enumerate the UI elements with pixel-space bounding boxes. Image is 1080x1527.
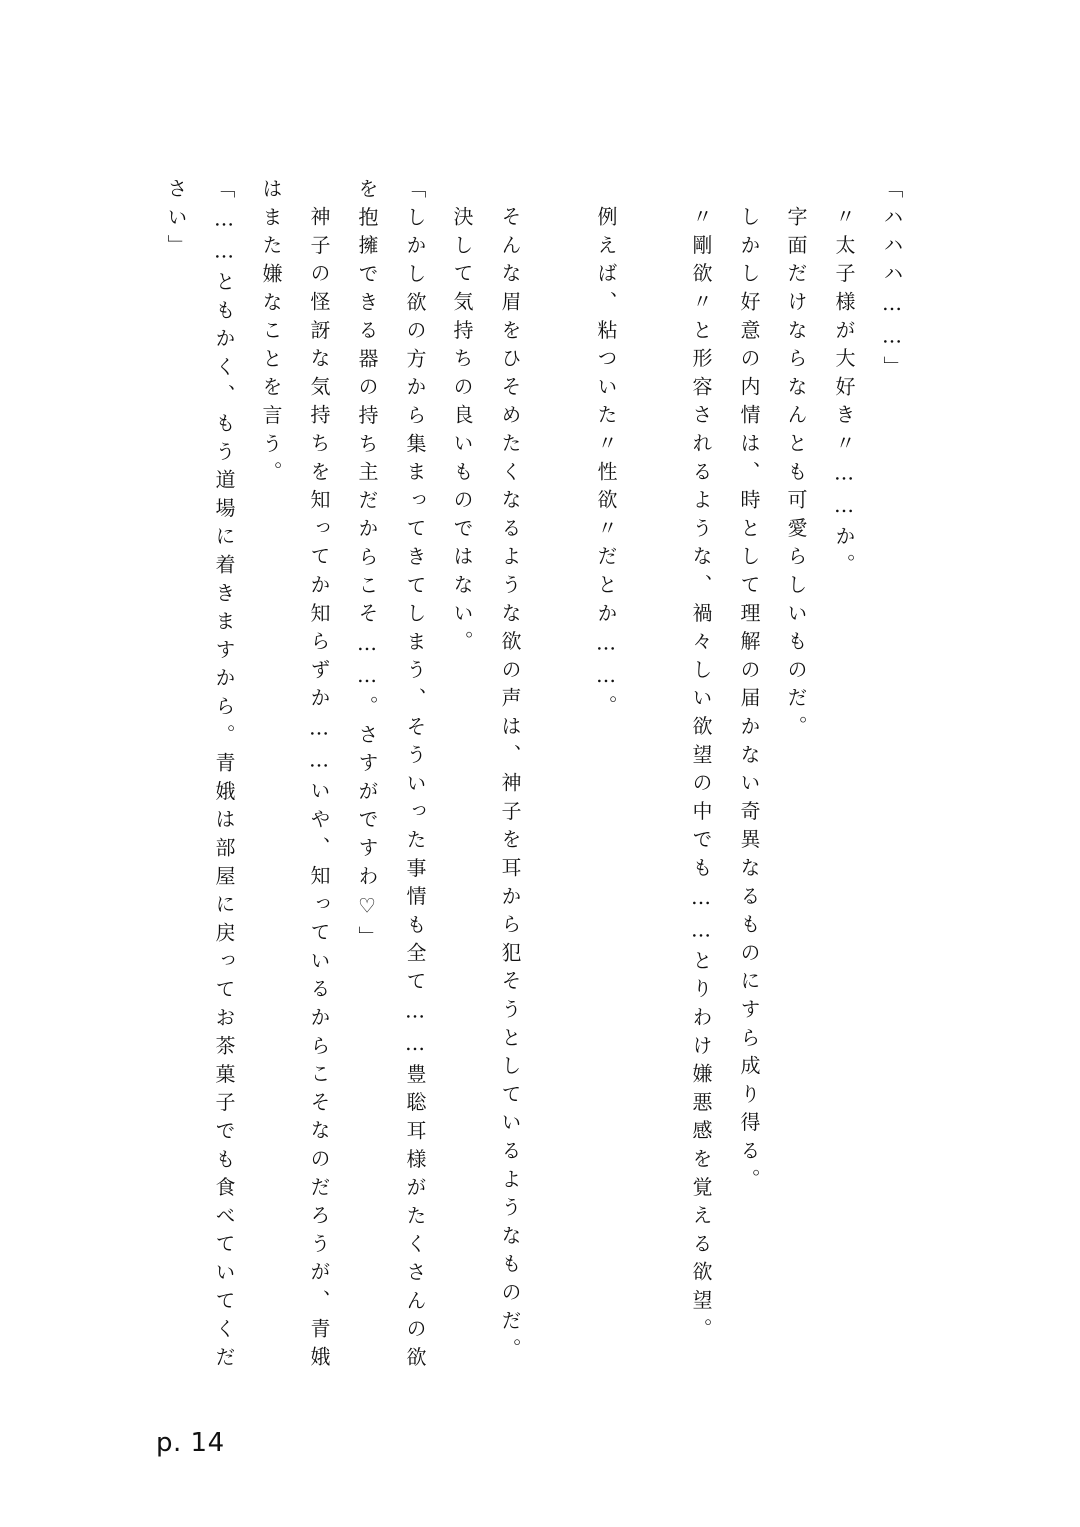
page-number: p. 14 — [156, 1428, 225, 1458]
text-column-13: 「……ともかく、もう道場に着きますから。青娥は部屋に戻ってお茶菓子でも食べていてくだ — [212, 178, 236, 1375]
text-column-5: 〃剛欲〃と形容されるような、禍々しい欲望の中でも……とりわけ嫌悪感を覚える欲望。 — [689, 206, 713, 1347]
text-column-6: 例えば、粘ついた〃性欲〃だとか……。 — [594, 206, 618, 724]
text-column-3: 字面だけならなんとも可愛らしいものだ。 — [784, 206, 808, 744]
text-column-12: はまた嫌なことを言う。 — [259, 178, 283, 490]
text-column-2: 〃太子様が大好き〃……か。 — [832, 206, 856, 583]
text-column-11: 神子の怪訝な気持ちを知ってか知らずか……いや、知っているからこそなのだろうが、青娥 — [307, 206, 331, 1375]
text-column-14: さい」 — [164, 178, 188, 263]
text-column-7: そんな眉をひそめたくなるような欲の声は、神子を耳から犯そうとしているようなものだ。 — [498, 206, 522, 1367]
text-column-4: しかし好意の内情は、時として理解の届かない奇異なるものにすら成り得る。 — [737, 206, 761, 1197]
text-column-10: を抱擁できる器の持ち主だからこそ……。さすがですわ♡」 — [355, 178, 379, 955]
vertical-text-body — [160, 178, 920, 1398]
text-column-9: 「しかし欲の方から集まってきてしまう、そういった事情も全て……豊聡耳様がたくさんの欲 — [403, 178, 427, 1375]
text-column-8: 決して気持ちの良いものではない。 — [450, 206, 474, 660]
text-column-1: 「ハハハ……」 — [880, 178, 904, 385]
